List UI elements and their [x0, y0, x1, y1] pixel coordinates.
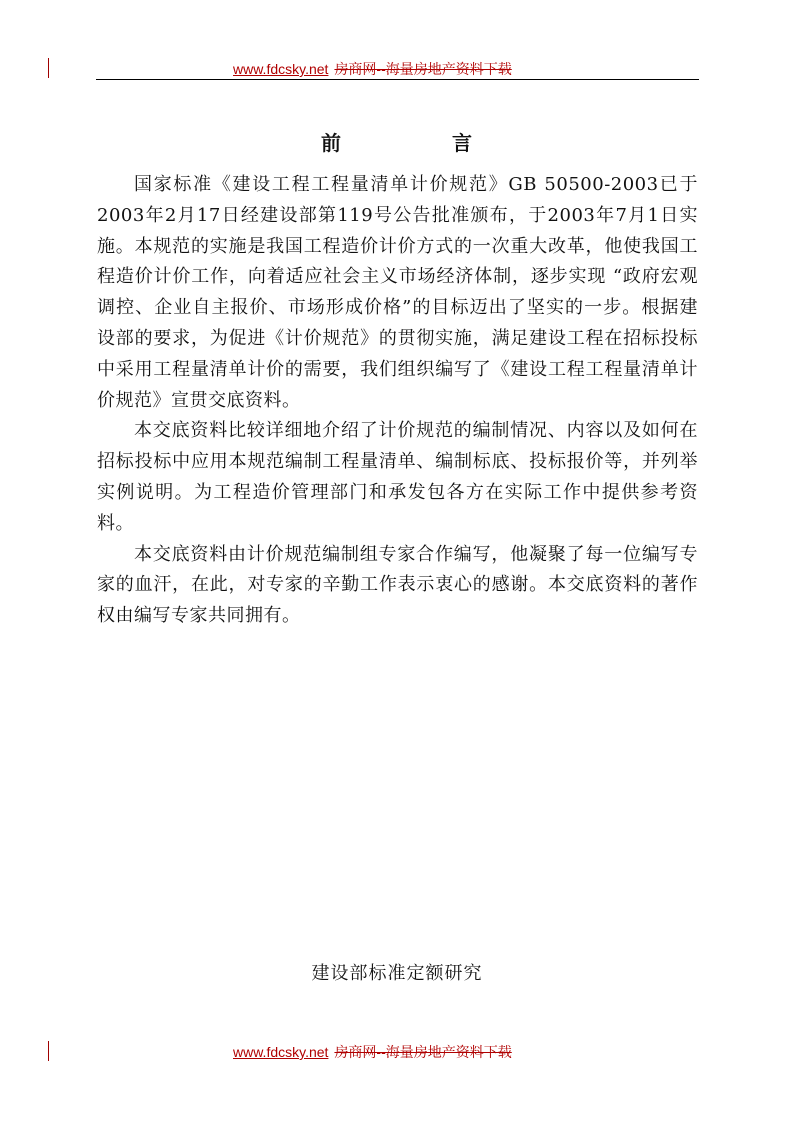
header-site-name: 房商网--海量房地产资料下载 [334, 61, 512, 77]
page-header [0, 52, 794, 82]
body-text [97, 170, 698, 632]
margin-mark [48, 58, 49, 78]
footer-text [233, 1042, 512, 1062]
page-footer [0, 1035, 794, 1065]
margin-mark [48, 1041, 49, 1061]
footer-site-name: 房商网--海量房地产资料下载 [334, 1044, 512, 1060]
header-rule [96, 79, 699, 80]
page-title [0, 127, 794, 157]
title-char-2: 言 [452, 131, 472, 155]
paragraph-2: 本交底资料比较详细地介绍了计价规范的编制情况、内容以及如何在招标投标中应用本规范编制工程量清单、编制标底、投标报价等，并列举实例说明。为工程造价管理部门和承发包各方在实际工作中提供参考资料。 [97, 420, 698, 534]
title-char-1: 前 [321, 131, 341, 155]
paragraph-3: 本交底资料由计价规范编制组专家合作编写，他凝聚了每一位编写专家的血汗，在此，对专家的辛勤工作表示衷心的感谢。本交底资料的著作权由编写专家共同拥有。 [97, 543, 698, 627]
paragraph-1: 国家标准《建设工程工程量清单计价规范》GB 50500-2003已于2003年2月17日经建设部第119号公告批准颁布，于2003年7月1日实施。本规范的实施是我国工程造价计价方式的一次重大改革，他使我国工程造价计价工作，向着适应社会主义市场经济体制，逐步实现 “政府宏观调控、企业自主报价、市场形成价格”的目标迈出了坚实的一步。根据建设部的要求，为促进《计价规范》的贯彻实施，满足建设工程在招标投标中采用工程量清单计价的需要，我们组织编写了《建设工程工程量清单计价规范》宣贯交底资料。 [97, 174, 698, 411]
footer-url-link[interactable]: www.fdcsky.net [233, 1044, 329, 1060]
header-url-link[interactable]: www.fdcsky.net [233, 61, 329, 77]
signature: 建设部标准定额研究 [311, 963, 483, 984]
header-text [233, 59, 512, 79]
